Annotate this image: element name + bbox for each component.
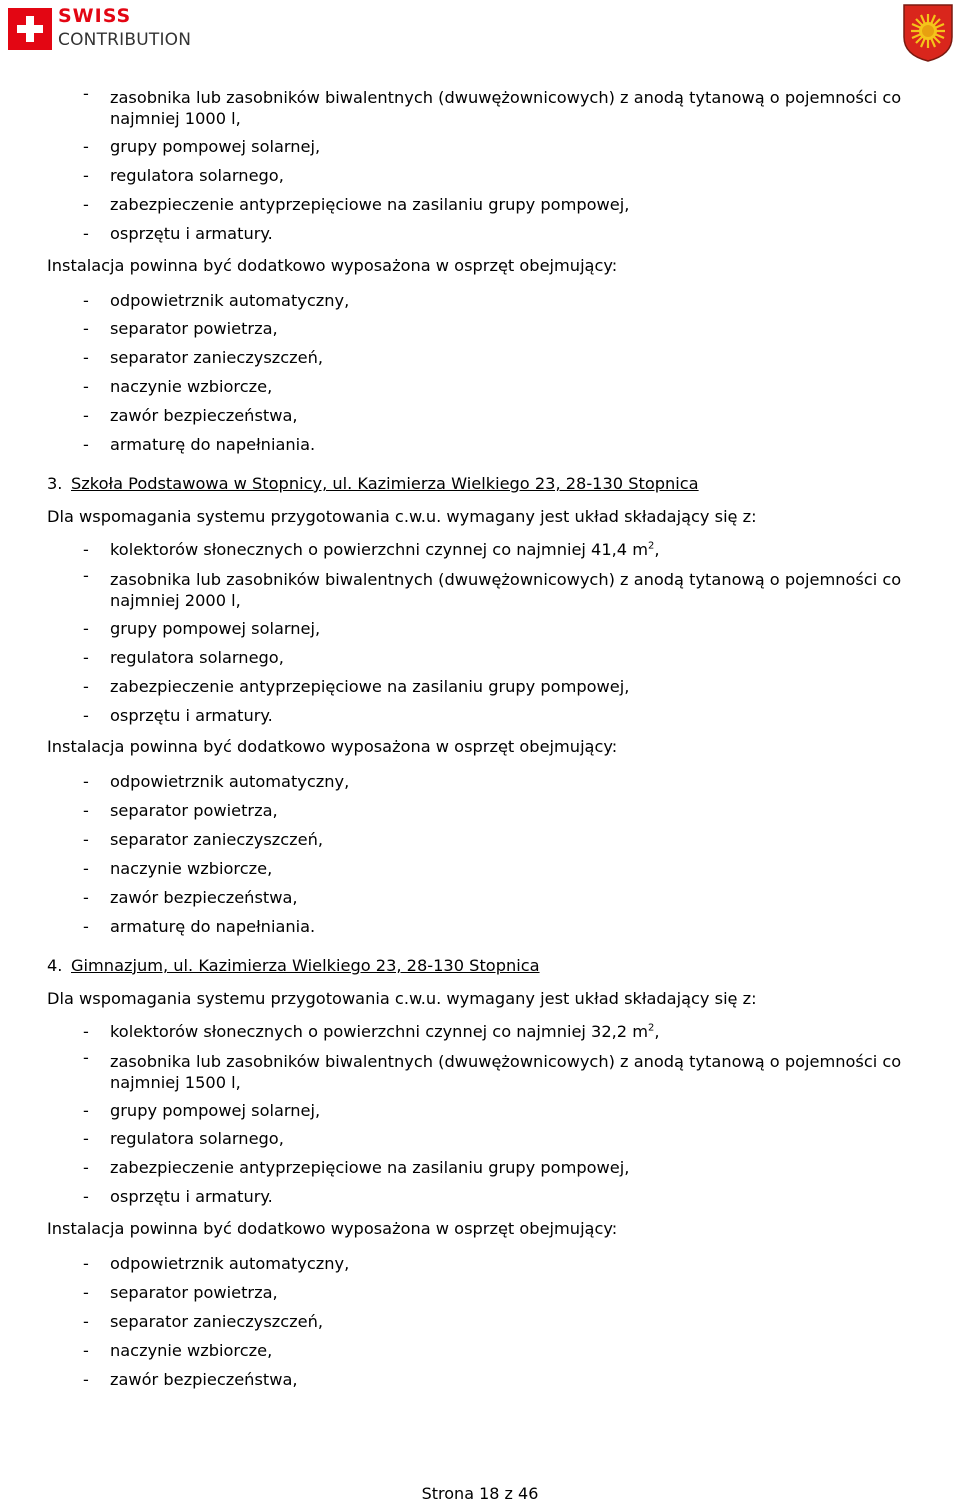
requirements-list xyxy=(47,1018,927,1213)
document-body xyxy=(47,83,927,1395)
list-item: - naczynie wzbiorcze, xyxy=(83,1337,927,1366)
list-item: - zawór bezpieczeństwa, xyxy=(83,884,927,913)
list-item: - regulatora solarnego, xyxy=(83,162,927,191)
section-title: Szkoła Podstawowa w Stopnicy, ul. Kazimierza Wielkiego 23, 28-130 Stopnica xyxy=(71,473,699,493)
collector-text: kolektorów słonecznych o powierzchni czynnej co najmniej 32,2 m xyxy=(110,1021,649,1041)
collector-tail: , xyxy=(654,1021,660,1041)
list-item: - osprzętu i armatury. xyxy=(83,220,927,249)
page-header xyxy=(0,0,960,80)
section-lead: Dla wspomagania systemu przygotowania c.w.u. wymagany jest układ składający się z: xyxy=(47,988,757,1008)
list-item: - osprzętu i armatury. xyxy=(83,1183,927,1212)
section-title: Gimnazjum, ul. Kazimierza Wielkiego 23, 28-130 Stopnica xyxy=(71,955,540,975)
list-item: - naczynie wzbiorcze, xyxy=(83,373,927,402)
list-item: - grupy pompowej solarnej, xyxy=(83,133,927,162)
list-item: - grupy pompowej solarnej, xyxy=(83,615,927,644)
section-4-heading xyxy=(47,952,927,979)
logo-word-swiss: SWISS xyxy=(58,5,132,27)
superscript: 2 xyxy=(648,540,655,552)
list-item: - grupy pompowej solarnej, xyxy=(83,1097,927,1126)
list-item: - separator powietrza, xyxy=(83,1279,927,1308)
list-item: - separator powietrza, xyxy=(83,797,927,826)
collector-tail: , xyxy=(654,539,660,559)
page-number: Strona 18 z 46 xyxy=(421,1484,539,1503)
list-item: - osprzętu i armatury. xyxy=(83,702,927,731)
list-item: - separator zanieczyszczeń, xyxy=(83,1308,927,1337)
equipment-list xyxy=(47,1250,927,1395)
requirements-list xyxy=(47,536,927,731)
list-item: - naczynie wzbiorcze, xyxy=(83,855,927,884)
equipment-intro: Instalacja powinna być dodatkowo wyposażona w osprzęt obejmujący: xyxy=(47,255,618,275)
list-item: - odpowietrznik automatyczny, xyxy=(83,287,927,316)
list-item: - zabezpieczenie antyprzepięciowe na zasilaniu grupy pompowej, xyxy=(83,191,927,220)
list-item: - zasobnika lub zasobników biwalentnych (dwuwężownicowych) z anodą tytanową o pojemności co najmniej 1500 l, xyxy=(83,1047,927,1097)
equipment-list xyxy=(47,768,927,941)
list-item: - separator powietrza, xyxy=(83,315,927,344)
municipal-crest-sun-icon xyxy=(902,3,954,63)
section-3-heading xyxy=(47,470,927,497)
logo-word-contribution: CONTRIBUTION xyxy=(58,30,192,50)
equipment-list xyxy=(47,287,927,460)
list-item-collectors xyxy=(83,536,927,565)
list-item: - zawór bezpieczeństwa, xyxy=(83,402,927,431)
list-item: - regulatora solarnego, xyxy=(83,644,927,673)
swiss-cross-icon xyxy=(8,8,52,50)
list-item: - separator zanieczyszczeń, xyxy=(83,344,927,373)
collector-text: kolektorów słonecznych o powierzchni czynnej co najmniej 41,4 m xyxy=(110,539,649,559)
requirements-list-continued xyxy=(47,83,927,249)
list-item: - odpowietrznik automatyczny, xyxy=(83,1250,927,1279)
list-item: - zawór bezpieczeństwa, xyxy=(83,1366,927,1395)
superscript: 2 xyxy=(648,1022,655,1034)
list-item: - odpowietrznik automatyczny, xyxy=(83,768,927,797)
section-lead: Dla wspomagania systemu przygotowania c.w.u. wymagany jest układ składający się z: xyxy=(47,506,757,526)
list-item: - zasobnika lub zasobników biwalentnych (dwuwężownicowych) z anodą tytanową o pojemności co najmniej 1000 l, xyxy=(83,83,927,133)
section-number: 3. xyxy=(47,473,63,493)
list-item: - regulatora solarnego, xyxy=(83,1125,927,1154)
list-item: - separator zanieczyszczeń, xyxy=(83,826,927,855)
list-item: - zasobnika lub zasobników biwalentnych (dwuwężownicowych) z anodą tytanową o pojemności co najmniej 2000 l, xyxy=(83,565,927,615)
equipment-intro: Instalacja powinna być dodatkowo wyposażona w osprzęt obejmujący: xyxy=(47,1219,618,1239)
list-item: - zabezpieczenie antyprzepięciowe na zasilaniu grupy pompowej, xyxy=(83,1154,927,1183)
section-number: 4. xyxy=(47,955,63,975)
equipment-intro: Instalacja powinna być dodatkowo wyposażona w osprzęt obejmujący: xyxy=(47,737,618,757)
list-item: - zabezpieczenie antyprzepięciowe na zasilaniu grupy pompowej, xyxy=(83,673,927,702)
list-item: - armaturę do napełniania. xyxy=(83,913,927,942)
list-item-collectors xyxy=(83,1018,927,1047)
list-item: - armaturę do napełniania. xyxy=(83,431,927,460)
